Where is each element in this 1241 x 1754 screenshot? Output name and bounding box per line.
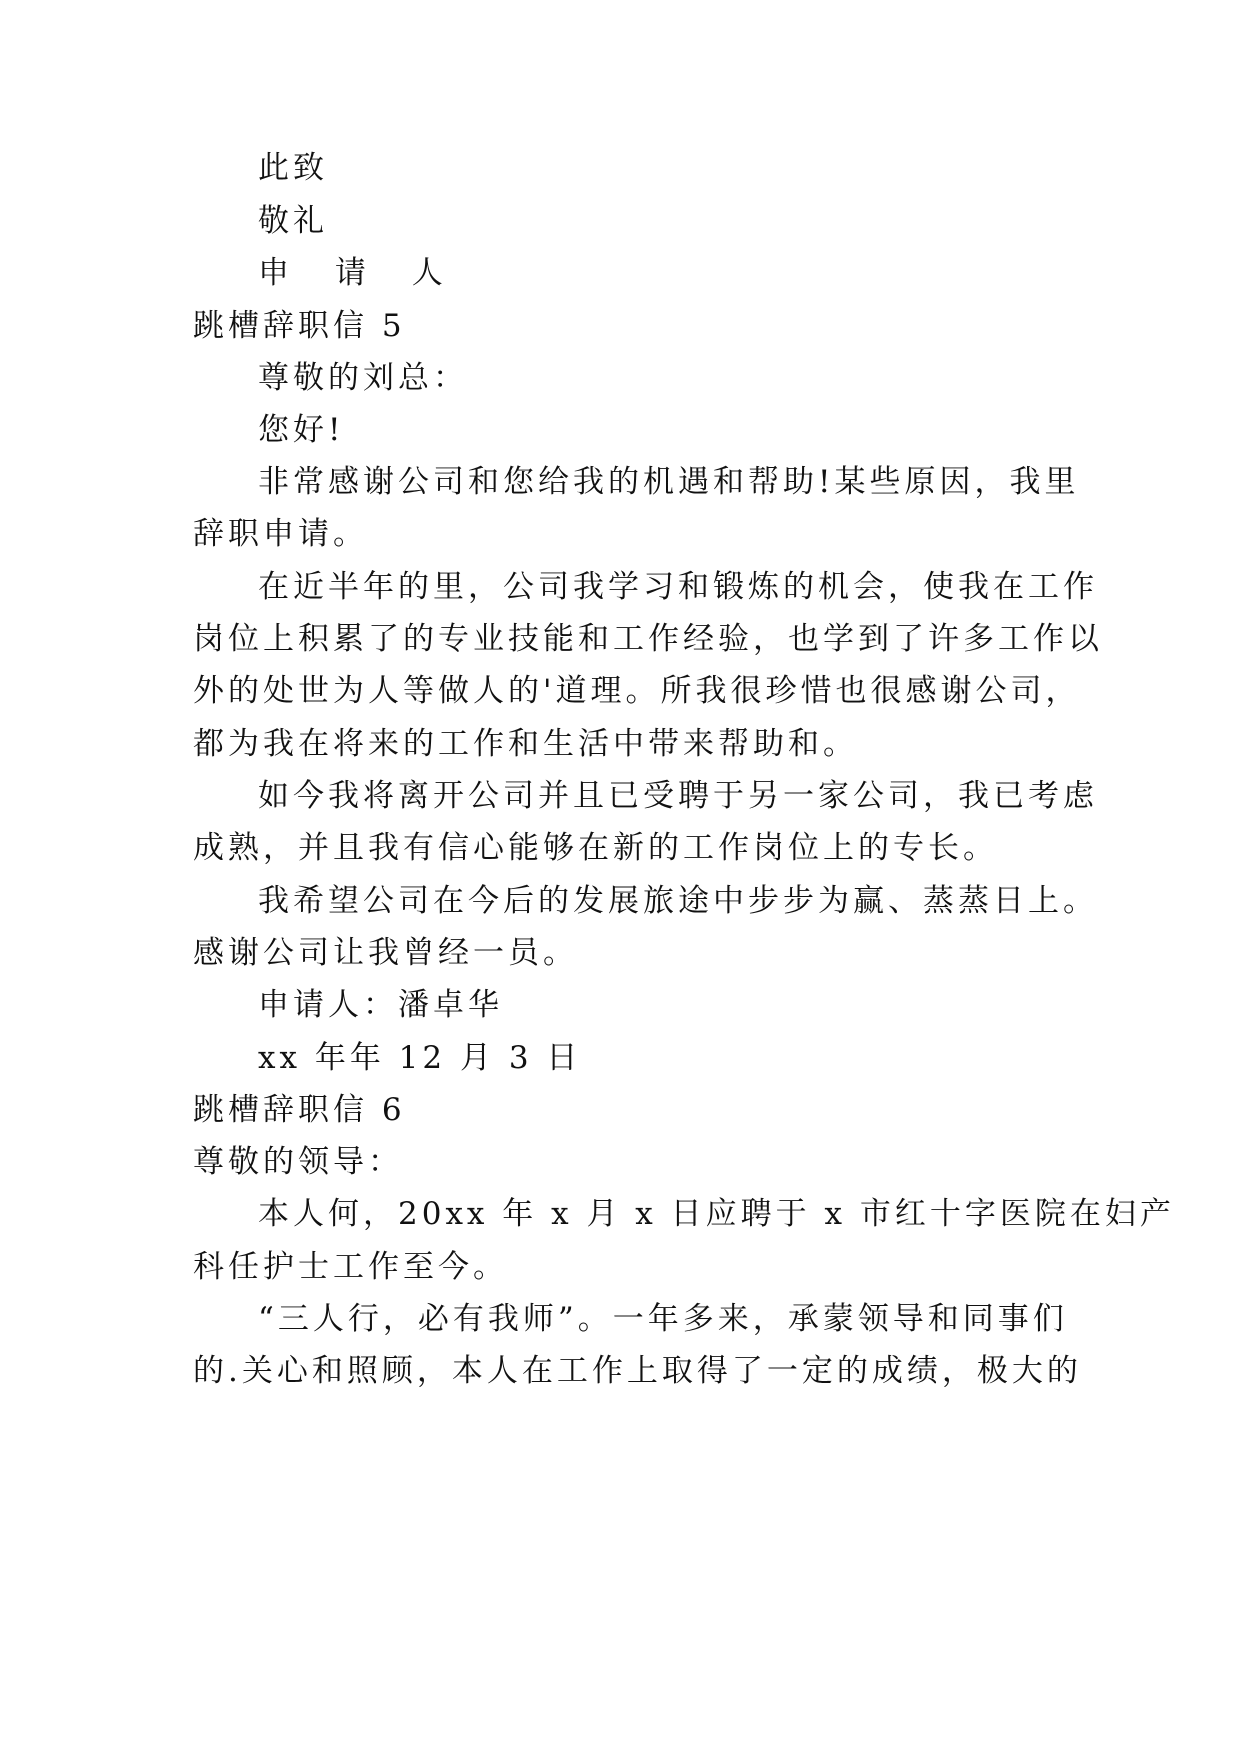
letter5-paragraph-3-line-1: 如今我将离开公司并且已受聘于另一家公司，我已考虑 <box>258 778 1098 814</box>
letter5-paragraph-2-line-4: 都为我在将来的工作和生活中带来帮助和。 <box>193 726 858 762</box>
letter5-title: 跳槽辞职信 5 <box>193 308 406 344</box>
letter5-signature: 申请人：潘卓华 <box>258 987 503 1023</box>
letter6-paragraph-2-line-2: 的.关心和照顾，本人在工作上取得了一定的成绩，极大的 <box>193 1353 1082 1389</box>
letter5-paragraph-3-line-2: 成熟，并且我有信心能够在新的工作岗位上的专长。 <box>193 830 998 866</box>
letter6-title: 跳槽辞职信 6 <box>193 1092 406 1128</box>
letter5-paragraph-1-line-1: 非常感谢公司和您给我的机遇和帮助!某些原因，我里 <box>258 464 1080 500</box>
letter6-salutation: 尊敬的领导： <box>193 1144 403 1180</box>
closing-line-1: 此致 <box>258 150 328 186</box>
letter6-paragraph-1-line-1: 本人何，20xx 年 x 月 x 日应聘于 x 市红十字医院在妇产 <box>258 1196 1175 1232</box>
letter5-date: xx 年年 12 月 3 日 <box>258 1040 582 1076</box>
letter5-paragraph-1-line-2: 辞职申请。 <box>193 516 368 552</box>
letter5-paragraph-4-line-1: 我希望公司在今后的发展旅途中步步为赢、蒸蒸日上。 <box>258 883 1098 919</box>
letter5-greeting: 您好! <box>258 412 345 448</box>
letter5-paragraph-2-line-1: 在近半年的里，公司我学习和锻炼的机会，使我在工作 <box>258 569 1098 605</box>
letter5-salutation: 尊敬的刘总： <box>258 360 468 396</box>
closing-line-2: 敬礼 <box>258 203 328 239</box>
letter6-paragraph-2-line-1: “三人行，必有我师”。一年多来，承蒙领导和同事们 <box>258 1301 1068 1337</box>
letter5-paragraph-2-line-3: 外的处世为人等做人的'道理。所我很珍惜也很感谢公司， <box>193 673 1081 709</box>
letter6-paragraph-1-line-2: 科任护士工作至今。 <box>193 1249 508 1285</box>
letter5-paragraph-2-line-2: 岗位上积累了的专业技能和工作经验，也学到了许多工作以 <box>193 621 1103 657</box>
closing-applicant: 申 请 人 <box>258 255 461 291</box>
letter5-paragraph-4-line-2: 感谢公司让我曾经一员。 <box>193 935 578 971</box>
